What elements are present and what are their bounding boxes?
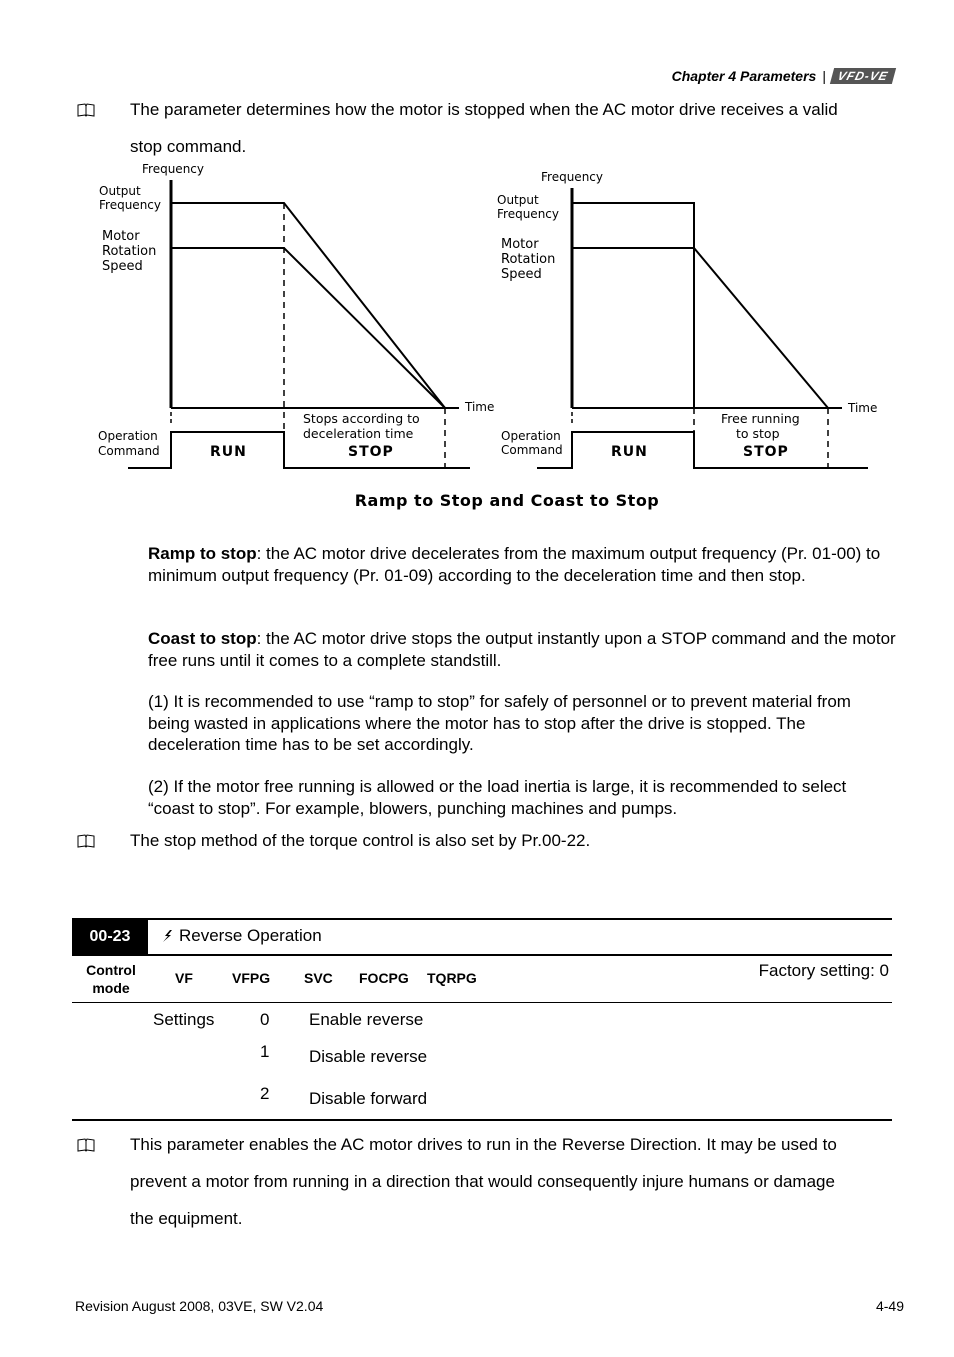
- setting-value: 0: [260, 1010, 270, 1029]
- mode-svc: SVC: [304, 970, 333, 986]
- parameter-number: 00-23: [72, 919, 148, 954]
- footer-revision: Revision August 2008, 03VE, SW V2.04: [75, 1298, 324, 1314]
- setting-desc: Disable reverse: [309, 1047, 428, 1066]
- recommendation-2: (2) If the motor free running is allowed or the load inertia is large, it is recommended to select “coast to stop”. For example, blowers, punching machines and pumps.: [148, 777, 847, 818]
- left-operation-label-2: Command: [98, 444, 160, 458]
- ramp-to-stop-chart: [98, 162, 494, 468]
- right-operation-label-2: Command: [501, 443, 563, 457]
- right-output-label-2: Frequency: [497, 207, 559, 221]
- coast-to-stop-term: Coast to stop: [148, 629, 257, 648]
- mode-vfpg: VFPG: [232, 970, 271, 986]
- right-stop-note-2: to stop: [736, 426, 780, 441]
- left-output-frequency-line: [171, 203, 445, 408]
- left-output-label-2: Frequency: [99, 198, 161, 212]
- right-operation-label-1: Operation: [501, 429, 561, 443]
- right-motor-speed-line: [572, 248, 828, 408]
- book-icon: [77, 1138, 95, 1152]
- parameter-name: Reverse Operation: [179, 926, 322, 945]
- left-stop-note-1: Stops according to: [303, 411, 420, 426]
- right-output-label-1: Output: [497, 193, 539, 207]
- parameter-title: [160, 926, 322, 946]
- setting-value: 1: [260, 1042, 270, 1061]
- torque-note: The stop method of the torque control is also set by Pr.00-22.: [130, 831, 591, 850]
- table-top-rule: [72, 918, 892, 920]
- right-output-frequency-line: [572, 203, 694, 408]
- table-title-rule: [72, 954, 892, 956]
- right-stop-label: STOP: [743, 444, 789, 460]
- left-command-signal: [128, 432, 470, 468]
- setting-desc: Enable reverse: [309, 1010, 424, 1029]
- factory-setting: Factory setting: 0: [758, 961, 889, 980]
- table-mode-rule: [72, 1002, 892, 1003]
- parameter-note-line-2: prevent a motor from running in a direction that would consequently injure humans or damage: [130, 1172, 835, 1191]
- right-time-label: Time: [848, 401, 878, 415]
- left-operation-label-1: Operation: [98, 429, 158, 443]
- mode-tqrpg: TQRPG: [427, 970, 477, 986]
- intro-line-1: The parameter determines how the motor is stopped when the AC motor drive receives a valid: [130, 100, 838, 119]
- left-motor-speed-line: [171, 248, 445, 408]
- left-frequency-label: Frequency: [142, 162, 204, 176]
- setting-desc: Disable forward: [309, 1089, 428, 1108]
- coast-to-stop-text: : the AC motor drive stops the output instantly upon a STOP command and the motor free runs until it comes to a complete standstill.: [148, 629, 896, 670]
- left-output-label-1: Output: [99, 184, 141, 198]
- mode-vf: VF: [175, 970, 193, 986]
- chapter-title: Chapter 4 Parameters: [671, 68, 817, 84]
- diagram-caption: Ramp to Stop and Coast to Stop: [354, 491, 660, 510]
- right-run-label: RUN: [611, 444, 648, 460]
- right-motor-label-1: Motor: [501, 237, 539, 252]
- left-stop-label: STOP: [348, 444, 394, 460]
- right-command-signal: [537, 432, 868, 468]
- settings-label: Settings: [153, 1010, 215, 1029]
- table-bottom-rule: [72, 1119, 892, 1121]
- brand-logo: VFD-VE: [830, 68, 896, 84]
- ramp-to-stop-text: : the AC motor drive decelerates from the maximum output frequency (Pr. 01-00) to minimum output frequency (Pr. 01-09) according to the deceleration time and then stop.: [148, 544, 881, 585]
- coast-to-stop-paragraph: [148, 628, 900, 671]
- setting-value: 2: [260, 1084, 270, 1103]
- ramp-to-stop-term: Ramp to stop: [148, 544, 257, 563]
- right-motor-label-3: Speed: [501, 267, 542, 282]
- lightning-icon: [160, 929, 174, 943]
- footer-page-number: 4-49: [875, 1298, 904, 1314]
- header-separator: |: [822, 68, 826, 84]
- recommendation-1: (1) It is recommended to use “ramp to stop” for safely of personnel or to prevent material from being wasted in applications where the motor has to stop after the drive is stopped. The deceleration time has to be set accordingly.: [148, 692, 851, 754]
- right-frequency-label: Frequency: [541, 170, 603, 184]
- intro-line-2: stop command.: [130, 137, 247, 156]
- left-motor-label-2: Rotation: [102, 244, 157, 259]
- ramp-to-stop-paragraph: [148, 543, 900, 586]
- left-motor-label-1: Motor: [102, 229, 140, 244]
- stop-method-diagram: [0, 0, 954, 520]
- left-stop-note-2: deceleration time: [303, 426, 414, 441]
- book-icon: [77, 834, 95, 848]
- left-time-label: Time: [465, 400, 495, 414]
- coast-to-stop-chart: [497, 170, 877, 468]
- mode-focpg: FOCPG: [359, 970, 409, 986]
- parameter-note-line-1: This parameter enables the AC motor drives to run in the Reverse Direction. It may be used to: [130, 1135, 837, 1154]
- left-motor-label-3: Speed: [102, 259, 143, 274]
- control-mode-label: Control mode: [86, 962, 136, 996]
- right-motor-label-2: Rotation: [501, 252, 556, 267]
- left-run-label: RUN: [210, 444, 247, 460]
- parameter-note: [130, 1126, 910, 1237]
- right-stop-note-1: Free running: [721, 411, 800, 426]
- parameter-note-line-3: the equipment.: [130, 1209, 243, 1228]
